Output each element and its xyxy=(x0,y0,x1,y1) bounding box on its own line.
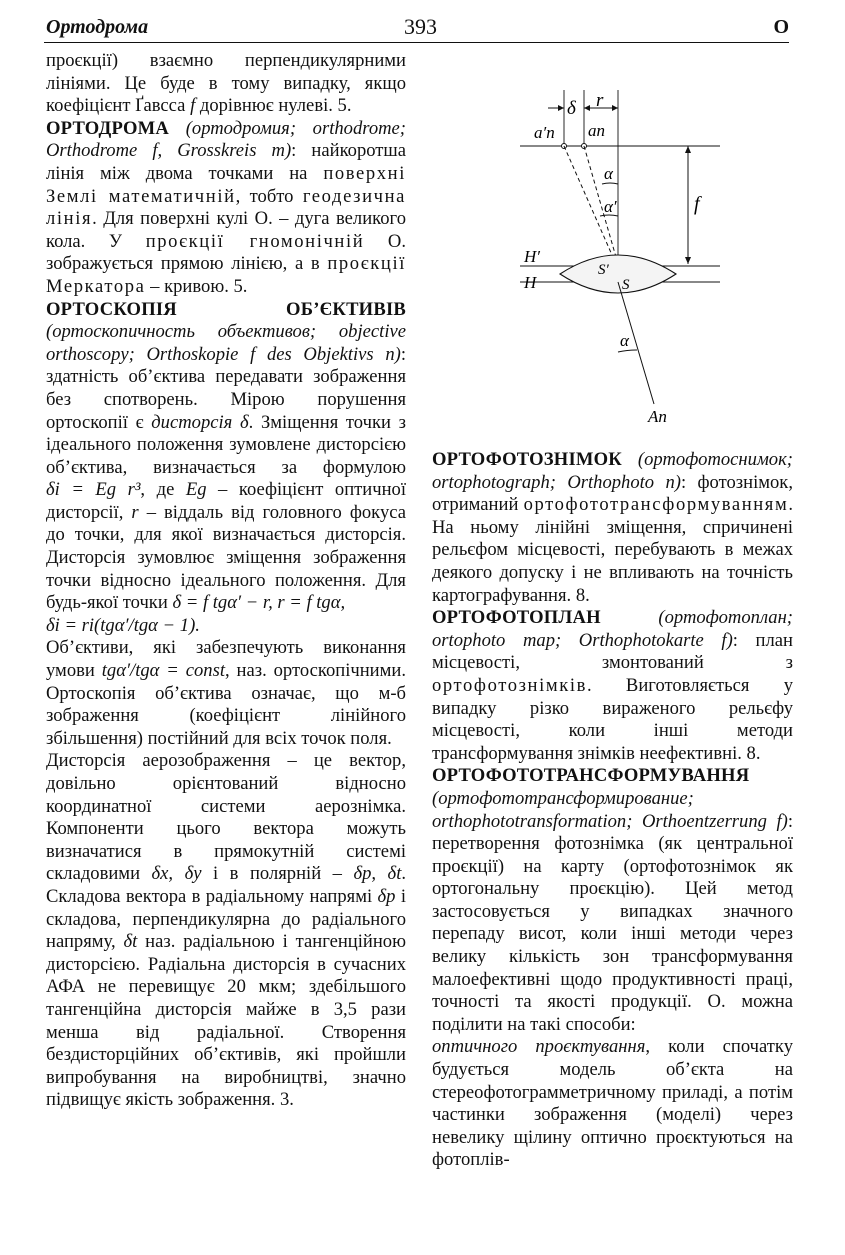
paragraph xyxy=(46,750,406,1112)
formula: δx, δy xyxy=(151,863,202,885)
text-run: Дисторсія аерозображення – це вектор, довільно орієнтований відносно координатної системи аерознімка. Компоненти цього вектора можуть визначатися в прямокутній системі складовими xyxy=(46,750,406,885)
entry-term: ОРТОДРОМА xyxy=(46,117,170,139)
entry-ortoskopiia xyxy=(46,299,406,615)
distortion-diagram xyxy=(520,86,750,426)
label-alpha-lower: α xyxy=(620,331,629,350)
text-run: , де xyxy=(140,479,186,501)
text-run: і складова, перпендикулярна до радіального напряму, xyxy=(46,885,406,953)
text-run: . Зміщення точки з ідеального положення зумовлене дисторсією об’єктива, визначається за формулою xyxy=(46,411,406,478)
formula: Eg xyxy=(185,479,207,501)
formula-line xyxy=(46,615,406,638)
cross-reference: ортофотознімків xyxy=(432,674,588,696)
formula: δp, δt xyxy=(353,863,402,885)
text-run: дорівнює нулеві. 5. xyxy=(195,95,352,117)
angle-arc xyxy=(602,183,618,184)
formula: δt xyxy=(123,931,138,953)
label-r: r xyxy=(596,90,604,111)
header-headword: Ортодрома xyxy=(46,16,149,38)
cross-reference: дисторсія δ xyxy=(151,411,249,433)
arrowhead xyxy=(685,146,691,153)
text-run: . На ньому лінійні зміщення, спричинені рельєфом місцевості, перебувають в межах деякого допуску і не впливають на точність картографування. 8. xyxy=(432,494,793,606)
entry-translations: (ортофотоснимок; ortophotograph; Orthophoto n) xyxy=(432,449,793,493)
formula: tgα′/tgα = const xyxy=(101,660,225,682)
text-run: О. зображується прямою лінією, а в xyxy=(46,230,406,275)
angle-arc xyxy=(618,350,637,352)
text-run: . Для поверхні кулі О. – дуга великого кола. У xyxy=(46,208,406,252)
label-f: f xyxy=(694,193,700,215)
arrowhead xyxy=(584,105,590,111)
text-run: і в полярній – xyxy=(201,863,354,885)
lens xyxy=(560,255,676,293)
formula: δp xyxy=(377,885,396,907)
label-A-n: An xyxy=(648,407,667,426)
text-run: наз. радіальною і тангенційною дисторсією. Радіальна дисторсія в сучасних АФА не перевищує 20 мкм; здебільшого тангенційна дисторсія майже в 3,5 рази менша від радіальної. Створення бездисторційних об’єктивів, які пройшли випробування на виробництві, значно підвищує якість зображення. 3. xyxy=(46,931,406,1111)
label-S-prime: S′ xyxy=(598,262,609,278)
text-run: – віддаль від головного фокуса до точки, для якої визначається дисторсія. Дисторсія зумовлює зміщення зображення точки відносно ідеального положення. Для будь-якої точки xyxy=(46,501,406,614)
text-run: проєкції) взаємно перпендикулярними лініями. Це буде в тому випадку, якщо коефіцієнт Ґавсса xyxy=(46,50,406,117)
cross-reference: ортофототрансформуванням xyxy=(523,494,789,516)
text-run: – коефіцієнт оптичної дисторсії, xyxy=(46,479,406,523)
formula: δ = f tgα′ − r, r = f tgα, xyxy=(172,592,346,614)
arrowhead xyxy=(612,105,618,111)
text-run: : план місцевості, змонтований з xyxy=(432,629,793,674)
entry-translations: (ортофототрансформирование; orthophototransformation; Orthoentzerrung f) xyxy=(432,787,788,832)
text-run: Об’єктиви, які забезпечують виконання умови xyxy=(46,637,406,682)
text-run: , наз. ортоскопічними. Ортоскопія об’єктива означає, що м-б зображення (коефіцієнт лінійного збільшення) постійний для всіх точок поля. xyxy=(46,660,406,749)
cross-reference: проєкції гномонічній xyxy=(145,230,365,252)
formula: δi = Eg r³ xyxy=(46,479,141,501)
paragraph xyxy=(46,637,406,750)
formula: δi = ri(tgα′/tgα − 1). xyxy=(46,614,200,636)
cross-reference: поверхні Землі математичній xyxy=(46,162,406,207)
cross-reference: геодезична лінія xyxy=(46,185,407,230)
text-run: – кривою. 5. xyxy=(145,275,248,297)
entry-translations: (ортофотоплан; ortophoto map; Orthophotokarte f) xyxy=(432,607,793,651)
left-column xyxy=(46,50,406,1112)
label-H: H xyxy=(524,273,537,292)
text-run: , коли спочатку будується модель об’єкта на стереофотограмметричному приладі, а потім частинки зображення (моделі) через невелику щілину оптично проєктуються на фотоплів- xyxy=(432,1036,793,1171)
distortion-diagram-svg xyxy=(520,86,750,426)
text-run: , тобто xyxy=(235,185,303,207)
entry-translations: (ортодромия; orthodrome; Orthodrome f, Grosskreis m) xyxy=(46,117,406,162)
text-run: . Складова вектора в радіальному напрямі xyxy=(46,863,407,907)
entry-ortofotoplan xyxy=(432,607,793,765)
label-alpha: α xyxy=(604,164,613,183)
entry-term: ОРТОФОТОПЛАН xyxy=(432,607,601,629)
text-run: . Виготовляється у випадку різко вираженого рельєфу місцевості, коли інші методи трансформування знімків неефективні. 8. xyxy=(432,674,793,764)
text-run: : перетворення фотознімка (як центральної проєкції) на карту (ортофотознімок як ортогональну проєкцію). Цей метод застосовується у випадках значного перепаду висот, коли інші методи через велику кількість зон трансформування малоефективні щодо продуктивності праці, точності та якості продукції. О. можна поділити на такі способи: xyxy=(432,810,793,1035)
arrowhead xyxy=(558,105,564,111)
entry-translations: (ортоскопичность объективов; objective orthoscopy; Orthoskopie f des Objektivs n) xyxy=(46,321,406,365)
label-a-n: an xyxy=(588,121,605,140)
entry-ortofotoznimok xyxy=(432,449,793,607)
right-column xyxy=(432,449,793,1172)
formula: r xyxy=(131,501,139,523)
method-term: оптичного проєктування xyxy=(432,1036,646,1058)
entry-term: ОРТОФОТОТРАНСФОРМУВАННЯ xyxy=(432,765,750,787)
continuation-paragraph xyxy=(46,50,406,118)
label-H-prime: H′ xyxy=(524,247,540,266)
method-optical-projection xyxy=(432,1036,793,1172)
text-run: : здатність об’єктива передавати зображення без спотворень. Мірою порушення ортоскопії є xyxy=(46,343,406,433)
arrowhead xyxy=(685,257,691,264)
header-letter: О xyxy=(773,16,789,38)
text-run: : найкоротша лінія між двома точками на xyxy=(46,140,406,184)
entry-term: ОРТОСКОПІЯ ОБ’ЄКТИВІВ xyxy=(46,298,406,320)
running-header xyxy=(44,14,789,43)
entry-ortofototransformuvannia xyxy=(432,765,793,1036)
entry-term: ОРТОФОТОЗНІМОК xyxy=(432,449,622,470)
label-alpha-prime: α′ xyxy=(604,197,617,216)
label-a-prime-n: a′n xyxy=(534,123,555,142)
text-run: : фотознімок, отриманий xyxy=(432,471,793,516)
label-S: S xyxy=(622,277,630,293)
cross-reference: проєкції Меркатора xyxy=(46,253,406,297)
page-number: 393 xyxy=(404,14,437,39)
formula-f: f xyxy=(190,95,196,117)
label-delta: δ xyxy=(567,98,576,119)
entry-ortodroma xyxy=(46,118,406,299)
